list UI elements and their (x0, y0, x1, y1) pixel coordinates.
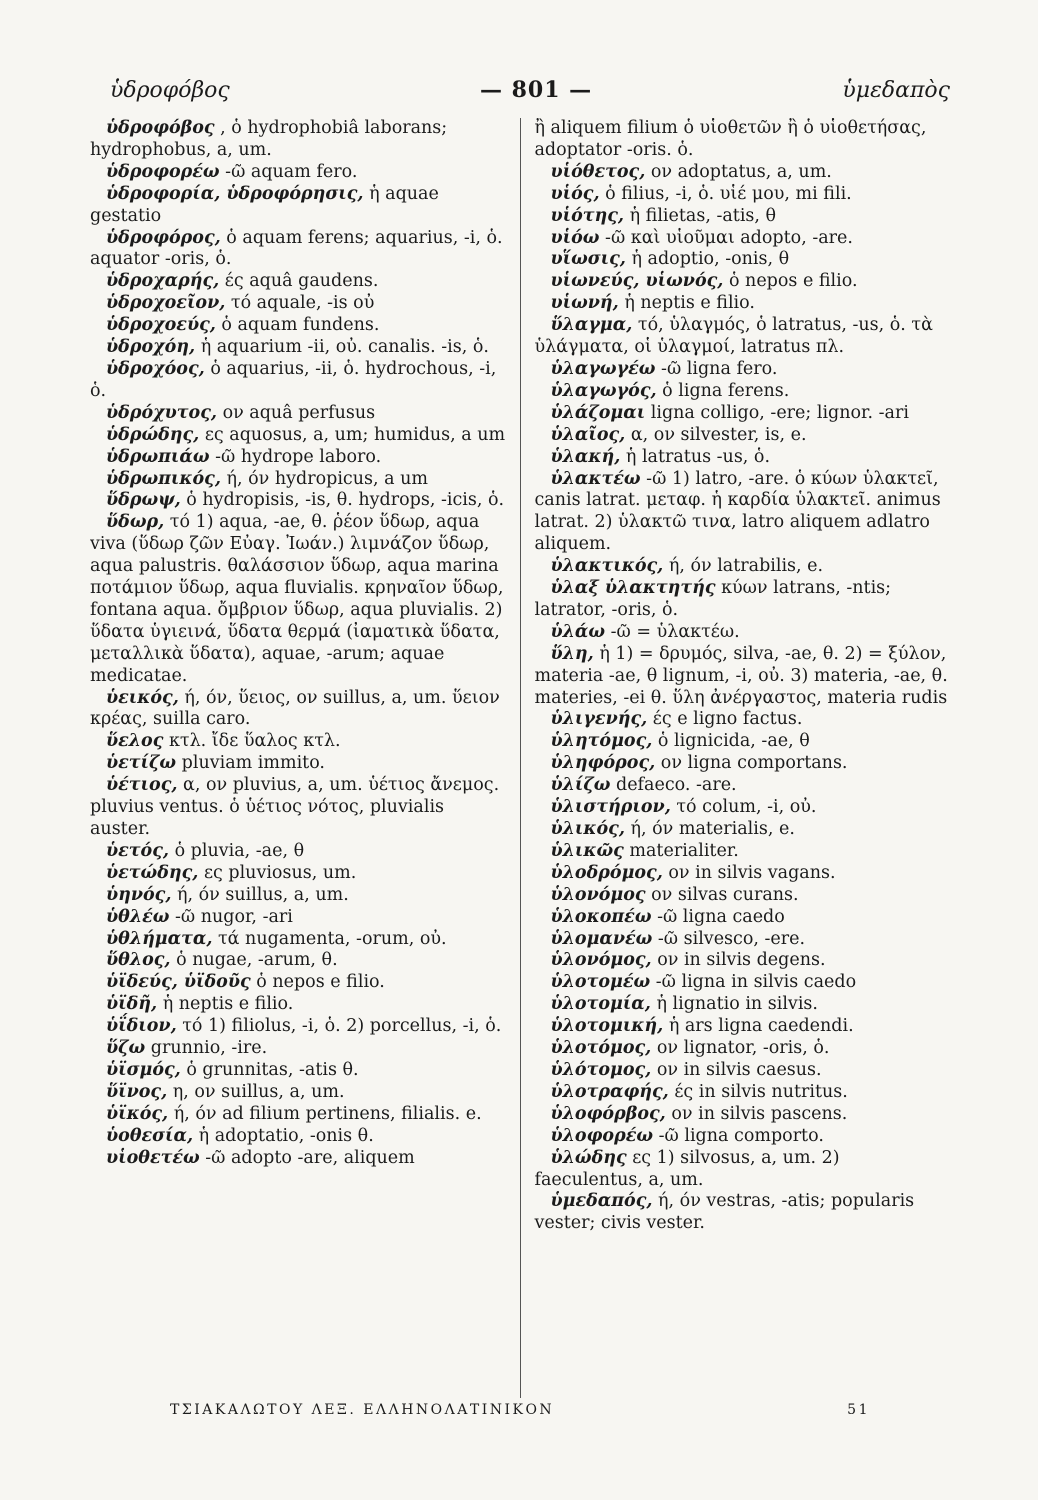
entry-headword: ὑέτιος, (106, 775, 178, 796)
signature-number: 51 (847, 1402, 870, 1418)
entry-headword: ὑετώδης, (106, 862, 199, 883)
entry-definition: κύων latrans, -ntis; latrator, -oris, ὁ. (534, 578, 892, 620)
dictionary-entry (535, 1191, 951, 1235)
entry-definition: ες 1) silvosus, a, um. 2) faeculentus, a, um. (534, 1147, 840, 1190)
entry-definition: τό 1) filiolus, -i, ὁ. 2) porcellus, -i, ὁ. (182, 1016, 502, 1037)
entry-definition: ή, όν hydropicus, a um (226, 468, 428, 489)
dictionary-entry (90, 1104, 506, 1126)
entry-definition: ὁ hydropisis, -is, θ. hydrops, -icis, ὁ. (186, 490, 505, 511)
entry-definition: -ῶ silvesco, -ere. (657, 928, 806, 949)
entry-headword: ὑλάω (550, 621, 606, 642)
entry-definition: -ῶ ligna in silvis caedo (655, 972, 857, 993)
running-header (110, 70, 950, 110)
dictionary-entry (90, 315, 506, 337)
entry-definition: materialiter. (629, 840, 739, 861)
entry-headword: ὑλοφορέω (550, 1125, 654, 1146)
entry-headword: ὑληφόρος, (550, 753, 656, 774)
dictionary-entry (90, 885, 506, 907)
entry-headword: ὕλαγμα, (550, 315, 633, 336)
dictionary-entry (90, 950, 506, 972)
entry-definition: ον ligna comportans. (660, 753, 848, 774)
dictionary-entry (535, 293, 951, 315)
dictionary-entry (535, 994, 951, 1016)
entry-definition: ὁ aquarius, -ii, ὁ. hydrochous, -i, ὁ. (90, 358, 497, 401)
entry-definition: ἡ aquae gestatio (90, 183, 439, 226)
entry-headword: ὑδροφορέω (106, 161, 220, 182)
dictionary-entry (535, 753, 951, 775)
entry-headword: ὑδρωπιάω (106, 446, 210, 467)
printer-signature: ΤΣΙΑΚΑΛΩΤΟΥ ΛΕΞ. ΕΛΛΗΝΟΛΑΤΙΝΙΚΟΝ (170, 1402, 555, 1418)
dictionary-entry (535, 469, 951, 557)
dictionary-entry (90, 731, 506, 753)
dictionary-entry (90, 228, 506, 272)
entry-definition: ἢ aliquem filium ὁ υἱοθετῶν ἢ ὁ υἱοθετήσας, adoptator -oris. ὁ. (534, 118, 927, 160)
entry-definition: ἡ ars ligna caedendi. (668, 1016, 854, 1037)
entry-definition: τό colum, -i, οὐ. (676, 797, 817, 818)
entry-headword: ὑλότομος, (550, 1059, 652, 1080)
dictionary-entry (535, 819, 951, 841)
entry-definition: α, ον silvester, is, e. (630, 424, 807, 445)
entry-definition: ον in silvis pascens. (671, 1103, 848, 1124)
entry-headword: ὑδροχοεῖον, (106, 293, 226, 314)
entry-definition: ὁ pluvia, -ae, θ (174, 840, 305, 861)
entry-definition: ή, όν, ὕειος, ον suillus, a, um. ὕειον κρέας, suilla caro. (90, 687, 500, 730)
entry-headword: ὕϊνος, (106, 1081, 168, 1102)
dictionary-entry (90, 490, 506, 512)
dictionary-entry (535, 315, 951, 359)
dictionary-entry (90, 972, 506, 994)
entry-definition: ὁ lignicida, -ae, θ (657, 731, 810, 752)
entry-headword: ὑλακτικός, (550, 556, 664, 577)
entry-headword: ὑδρόχυτος, (106, 402, 217, 423)
entry-definition: ἡ 1) = δρυμός, silva, -ae, θ. 2) = ξύλον, materia -ae, θ lignum, -i, οὐ. 3) materia, -ae, θ. materies, -ei θ. ὕλη ἀνέργαστος, materia rudis (534, 643, 948, 708)
dictionary-entry (535, 1104, 951, 1126)
dictionary-entry (90, 907, 506, 929)
dictionary-entry (90, 1082, 506, 1104)
entry-headword: ὑλιστήριον, (550, 797, 671, 818)
entry-definition: ἡ aquarium -ii, οὐ. canalis. -is, ὁ. (200, 337, 489, 358)
dictionary-entry (90, 118, 506, 162)
entry-headword: ὑλακτέω (550, 468, 641, 489)
footer (170, 1402, 870, 1418)
entry-headword: ὑλάζομαι (550, 402, 646, 423)
entry-definition: ὁ filius, -i, ὁ. υἱέ μου, mi fili. (605, 183, 852, 204)
dictionary-entry (90, 337, 506, 359)
header-left-guideword: ὑδροφόβος (110, 77, 230, 103)
dictionary-entry (535, 425, 951, 447)
dictionary-entry (90, 753, 506, 775)
entry-headword: ὑδρώδης, (106, 424, 200, 445)
dictionary-entry (535, 578, 951, 622)
entry-headword: ὑλοκοπέω (550, 906, 652, 927)
entry-definition: ή, όν vestras, -atis; popularis vester; civis vester. (534, 1191, 915, 1234)
entry-definition: -ῶ 1) latro, -are. ὁ κύων ὑλακτεῖ, canis latrat. μεταφ. ἡ καρδία ὑλακτεῖ. animus latrat. 2) ὑλακτῶ τινα, latro aliquem adlatro aliquem. (534, 468, 941, 555)
entry-definition: ή, όν ad filium pertinens, filialis. e. (173, 1103, 482, 1124)
entry-headword: ὕδωρ, (106, 512, 165, 533)
entry-definition: pluviam immito. (181, 753, 325, 774)
dictionary-entry (535, 118, 951, 162)
entry-headword: ὑλώδης (550, 1147, 627, 1168)
entry-definition: -ῶ ligna comporto. (658, 1125, 824, 1146)
entry-definition: ὁ ligna ferens. (662, 380, 790, 401)
dictionary-entry (90, 512, 506, 687)
dictionary-entry (535, 622, 951, 644)
dictionary-entry (90, 469, 506, 491)
entry-headword: ὑϊκός, (106, 1103, 169, 1124)
dictionary-entry (535, 863, 951, 885)
entry-definition: ον aquâ perfusus (222, 402, 376, 423)
dictionary-entry (535, 644, 951, 710)
dictionary-entry (90, 929, 506, 951)
dictionary-entry (535, 972, 951, 994)
entry-headword: ὑλητόμος, (550, 731, 653, 752)
dictionary-entry (90, 184, 506, 228)
entry-headword: ὑετός, (106, 840, 169, 861)
dictionary-entry (535, 709, 951, 731)
dictionary-entry (535, 731, 951, 753)
entry-headword: ὑδροχαρής, (106, 271, 220, 292)
entry-headword: ὑϊδεύς, ὑϊδοῦς (106, 972, 251, 993)
entry-headword: ὑλαγωγέω (550, 358, 656, 379)
dictionary-entry (535, 228, 951, 250)
entry-definition: ον lignator, -oris, ὁ. (656, 1038, 830, 1059)
entry-definition: ή, όν suillus, a, um. (177, 884, 349, 905)
entry-headword: υἵωσις, (550, 249, 626, 270)
dictionary-entry (535, 184, 951, 206)
entry-headword: ὑλικῶς (550, 840, 624, 861)
entry-headword: υἱός, (550, 183, 600, 204)
entry-definition: -ῶ nugor, -ari (174, 906, 293, 927)
right-column (521, 118, 951, 1398)
entry-definition: τό, ὑλαγμός, ὁ latratus, -us, ὁ. τὰ ὑλάγματα, οἱ ὑλαγμοί, latratus πλ. (534, 315, 933, 358)
entry-definition: -ῶ hydrope laboro. (215, 446, 382, 467)
entry-definition: ον in silvis degens. (657, 950, 826, 971)
entry-headword: ὑλοτομία, (550, 994, 651, 1015)
entry-definition: ον adoptatus, a, um. (650, 161, 832, 182)
entry-definition: κτλ. ἴδε ὕαλος κτλ. (168, 731, 341, 752)
entry-definition: -ῶ = ὑλακτέω. (610, 621, 740, 642)
entry-headword: ὑδροφόρος, (106, 227, 221, 248)
entry-definition: ἡ neptis e filio. (162, 994, 294, 1015)
entry-definition: α, ον pluvius, a, um. ὑέτιος ἄνεμος. pluvius ventus. ὁ ὑέτιος νότος, pluvialis auster. (90, 775, 500, 839)
entry-definition: ligna colligo, -ere; lignor. -ari (650, 402, 909, 423)
entry-headword: ὕδρωψ, (106, 490, 181, 511)
dictionary-entry (535, 271, 951, 293)
entry-definition: -ῶ aquam fero. (225, 161, 358, 182)
entry-definition: ὁ nugae, -arum, θ. (176, 950, 338, 971)
entry-definition: ἡ filietas, -atis, θ (629, 205, 777, 226)
entry-headword: ὑλονόμος (550, 884, 646, 905)
entry-headword: ὑλακή, (550, 446, 621, 467)
entry-definition: η, ον suillus, a, um. (172, 1081, 345, 1102)
entry-headword: ὑλοφόρβος, (550, 1103, 666, 1124)
entry-definition: ον silvas curans. (651, 884, 799, 905)
dictionary-entry (535, 162, 951, 184)
entry-headword: ὑδροχόος, (106, 358, 205, 379)
dictionary-entry (90, 775, 506, 841)
entry-headword: ὕλη, (550, 643, 594, 664)
entry-headword: ὑμεδαπός, (550, 1191, 653, 1212)
header-right-guideword: ὑμεδαπὸς (842, 77, 950, 103)
entry-headword: ὑλικός, (550, 819, 625, 839)
entry-headword: υἱωνεύς, υἱωνός, (550, 271, 724, 292)
entry-definition: ἡ adoptatio, -onis θ. (198, 1125, 374, 1146)
entry-headword: ὑλομανέω (550, 928, 653, 949)
dictionary-entry (535, 403, 951, 425)
dictionary-entry (535, 885, 951, 907)
page-number: — 801 — (479, 77, 593, 103)
dictionary-entry (535, 1016, 951, 1038)
dictionary-entry (535, 447, 951, 469)
entry-definition: , ὁ hydrophobiâ laborans; hydrophobus, a, um. (90, 118, 448, 160)
entry-definition: ον in silvis vagans. (668, 862, 836, 883)
entry-definition: ον in silvis caesus. (656, 1059, 822, 1080)
entry-headword: υἱόθετος, (550, 161, 646, 182)
dictionary-entry (535, 1148, 951, 1192)
entry-definition: -ῶ adopto -are, aliquem (205, 1147, 415, 1168)
entry-headword: ὑϊσμός, (106, 1059, 181, 1080)
entry-definition: ή, όν materialis, e. (630, 819, 795, 839)
entry-definition: ἡ adoptio, -onis, θ (631, 249, 790, 270)
entry-headword: υἱόω (550, 227, 600, 248)
dictionary-entry (535, 929, 951, 951)
left-column (90, 118, 521, 1398)
dictionary-entry (535, 249, 951, 271)
entry-definition: τό 1) aqua, -ae, θ. ῥέον ὕδωρ, aqua viva (ὕδωρ ζῶν Εὐαγ. Ἰωάν.) λιμνάζον ὕδωρ, aqua palustris. θαλάσσιον ὕδωρ, aqua marina ποτάμιον ὕδωρ, aqua fluvialis. κρηναῖον ὕδωρ, fontana aqua. ὄμβριον ὕδωρ, aqua pluvialis. 2) ὕδατα ὑγιεινά, ὕδατα θερμά (ἰαματικὰ ὕδατα, μεταλλικὰ ὕδατα), aquae, -arum; aquae medicatae. (90, 512, 504, 686)
entry-definition: ὁ nepos e filio. (256, 972, 385, 993)
entry-definition: ες aquosus, a, um; humidus, a um (204, 424, 506, 445)
dictionary-entry (90, 403, 506, 425)
dictionary-entry (535, 359, 951, 381)
entry-headword: ὑλαγωγός, (550, 380, 657, 401)
dictionary-entry (90, 1060, 506, 1082)
entry-headword: ὑΐδιον, (106, 1016, 177, 1037)
entry-definition: grunnio, -ire. (150, 1038, 268, 1059)
dictionary-entry (535, 907, 951, 929)
entry-headword: ὕελος (106, 731, 164, 752)
entry-headword: ὑλαῖος, (550, 424, 626, 445)
entry-headword: ὕζω (106, 1038, 146, 1059)
dictionary-entry (90, 863, 506, 885)
entry-headword: ὑλίζω (550, 775, 611, 796)
dictionary-entry (535, 1126, 951, 1148)
entry-headword: ὑλονόμος, (550, 950, 652, 971)
entry-headword: ὑετίζω (106, 753, 177, 774)
entry-definition: -ῶ ligna fero. (661, 358, 778, 379)
dictionary-entry (535, 950, 951, 972)
dictionary-entry (535, 1060, 951, 1082)
entry-headword: ὑεικός, (106, 687, 179, 708)
entry-definition: ἡ neptis e filio. (624, 293, 755, 314)
entry-definition: ὁ aquam fundens. (221, 315, 380, 336)
dictionary-entry (535, 797, 951, 819)
entry-headword: ὑλοδρόμος, (550, 862, 663, 883)
entry-definition: ες pluviosus, um. (203, 862, 357, 883)
dictionary-entry (535, 206, 951, 228)
entry-headword: ὑλοτομέω (550, 972, 651, 993)
dictionary-entry (90, 359, 506, 403)
dictionary-entry (90, 1126, 506, 1148)
dictionary-entry (535, 381, 951, 403)
text-columns (90, 118, 950, 1398)
dictionary-entry (90, 994, 506, 1016)
entry-definition: ές aquâ gaudens. (224, 271, 379, 292)
dictionary-entry (535, 1082, 951, 1104)
entry-definition: τό aquale, -is οὐ (230, 293, 375, 314)
dictionary-entry (90, 841, 506, 863)
entry-headword: ὑοθεσία, (106, 1125, 194, 1146)
entry-definition: ές in silvis nutritus. (674, 1081, 848, 1102)
entry-definition: ὁ grunnitas, -atis θ. (186, 1059, 359, 1080)
entry-headword: ὑδροχοεύς, (106, 315, 216, 336)
entry-headword: ὑδροχόη, (106, 337, 196, 358)
entry-headword: ὕθλος, (106, 950, 171, 971)
dictionary-entry (90, 1016, 506, 1038)
entry-headword: ὑλοτραφής, (550, 1081, 669, 1102)
dictionary-entry (535, 775, 951, 797)
entry-headword: ὑηνός, (106, 884, 172, 905)
entry-headword: ὑλαξ ὑλακτητής (550, 578, 716, 599)
entry-definition: -ῶ καὶ υἱοῦμαι adopto, -are. (605, 227, 853, 248)
entry-headword: ὑδρωπικός, (106, 468, 221, 489)
dictionary-entry (535, 556, 951, 578)
dictionary-entry (535, 841, 951, 863)
entry-headword: ὑθλέω (106, 906, 170, 927)
entry-headword: υἱοθετέω (106, 1147, 200, 1168)
dictionary-entry (90, 425, 506, 447)
entry-headword: ὑϊδῆ, (106, 994, 158, 1015)
dictionary-entry (535, 1038, 951, 1060)
dictionary-entry (90, 293, 506, 315)
dictionary-entry (90, 162, 506, 184)
dictionary-entry (90, 447, 506, 469)
entry-definition: defaeco. -are. (616, 775, 737, 796)
entry-headword: ὑλοτομική, (550, 1016, 664, 1037)
entry-definition: ἡ lignatio in silvis. (656, 994, 818, 1015)
entry-definition: τά nugamenta, -orum, οὐ. (218, 928, 447, 949)
entry-headword: ὑδροφορία, ὑδροφόρησις, (106, 183, 364, 204)
entry-definition: ή, όν latrabilis, e. (668, 556, 824, 577)
entry-headword: ὑδροφόβος (106, 118, 215, 138)
entry-headword: υἱότης, (550, 205, 625, 226)
entry-headword: ὑλιγενής, (550, 709, 648, 730)
entry-headword: υἱωνή, (550, 293, 619, 314)
entry-definition: ἡ latratus -us, ὁ. (625, 446, 771, 467)
entry-definition: ὁ aquam ferens; aquarius, -i, ὁ. aquator -oris, ὁ. (90, 227, 503, 270)
dictionary-entry (90, 1148, 506, 1170)
dictionary-entry (90, 271, 506, 293)
dictionary-entry (90, 1038, 506, 1060)
entry-headword: ὑλοτόμος, (550, 1038, 652, 1059)
entry-headword: ὑθλήματα, (106, 928, 213, 949)
entry-definition: -ῶ ligna caedo (657, 906, 785, 927)
entry-definition: ὁ nepos e filio. (728, 271, 858, 292)
entry-definition: ές e ligno factus. (652, 709, 803, 730)
dictionary-entry (90, 688, 506, 732)
